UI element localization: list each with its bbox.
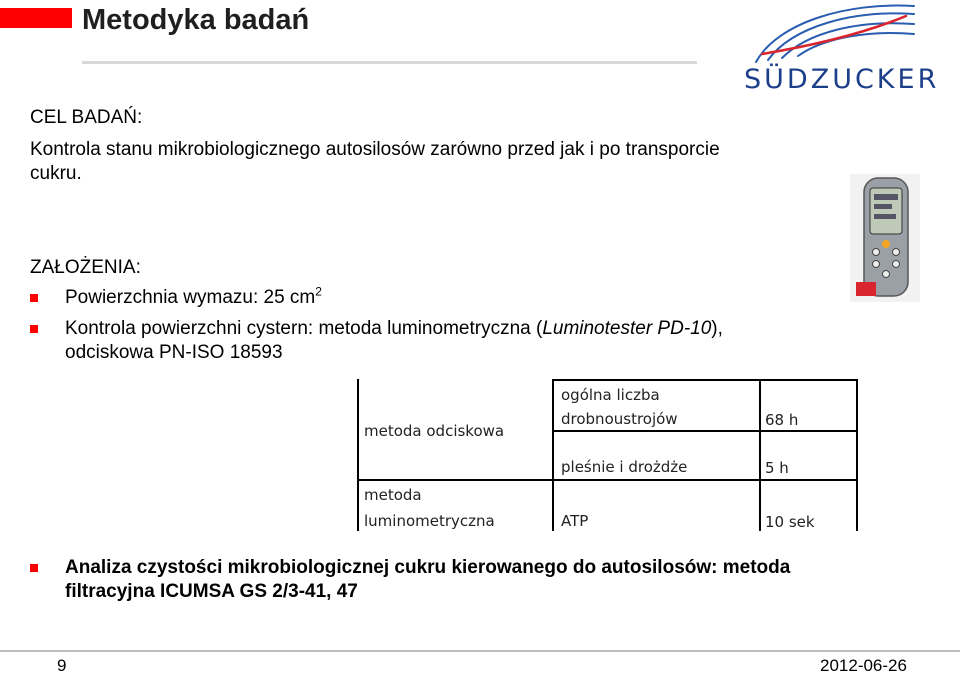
assumption-tank-control	[65, 317, 723, 341]
table-cell-test-total-count-line2: drobnoustrojów	[561, 410, 678, 428]
logo-text: SÜDZUCKER	[744, 64, 940, 95]
analysis-text-line1: Analiza czystości mikrobiologicznej cukru kierowanego do autosilosów: metoda	[65, 557, 791, 578]
swab-area-exponent: 2	[315, 284, 322, 299]
luminometer-device-image	[850, 174, 920, 302]
slide-title: Metodyka badań	[82, 4, 310, 36]
bullet-square-icon	[30, 325, 38, 333]
page-number: 9	[57, 656, 67, 675]
table-cell-test-total-count-line1: ogólna liczba	[561, 386, 660, 404]
table-cell-method-imprint: metoda odciskowa	[364, 422, 505, 440]
table-cell-time-68h: 68 h	[765, 411, 799, 429]
bullet-square-icon	[30, 294, 38, 302]
goal-heading: CEL BADAŃ:	[30, 107, 143, 128]
goal-text-line2: cukru.	[30, 163, 82, 184]
device-name: Luminotester PD-10	[542, 318, 712, 339]
table-cell-time-5h: 5 h	[765, 459, 789, 477]
footer-divider	[0, 650, 960, 652]
table-cell-method-lumi-line2: luminometryczna	[364, 512, 495, 530]
tank-control-part2: ),	[711, 318, 723, 339]
table-cell-test-molds-yeasts: pleśnie i drożdże	[561, 458, 688, 476]
table-cell-test-atp: ATP	[561, 512, 589, 530]
tank-control-part1: Kontrola powierzchni cystern: metoda luminometryczna (	[65, 318, 543, 339]
sudzucker-logo	[738, 2, 940, 95]
table-cell-method-lumi-line1: metoda	[364, 486, 422, 504]
assumption-tank-control-line2: odciskowa PN-ISO 18593	[65, 342, 283, 363]
bullet-square-icon	[30, 564, 38, 572]
table-cell-time-10sek: 10 sek	[765, 513, 815, 531]
swab-area-text: Powierzchnia wymazu: 25 cm	[65, 287, 316, 308]
assumptions-heading: ZAŁOŻENIA:	[30, 257, 141, 278]
footer-date: 2012-06-26	[820, 656, 907, 675]
title-underline	[82, 61, 697, 64]
title-accent-bar	[0, 8, 72, 28]
assumption-swab-area	[65, 286, 322, 310]
goal-text-line1: Kontrola stanu mikrobiologicznego autosilosów zarówno przed jak i po transporcie	[30, 139, 720, 160]
analysis-text-line2: filtracyjna ICUMSA GS 2/3-41, 47	[65, 581, 358, 602]
logo-swoosh-icon	[738, 2, 918, 64]
methods-table	[357, 379, 858, 531]
